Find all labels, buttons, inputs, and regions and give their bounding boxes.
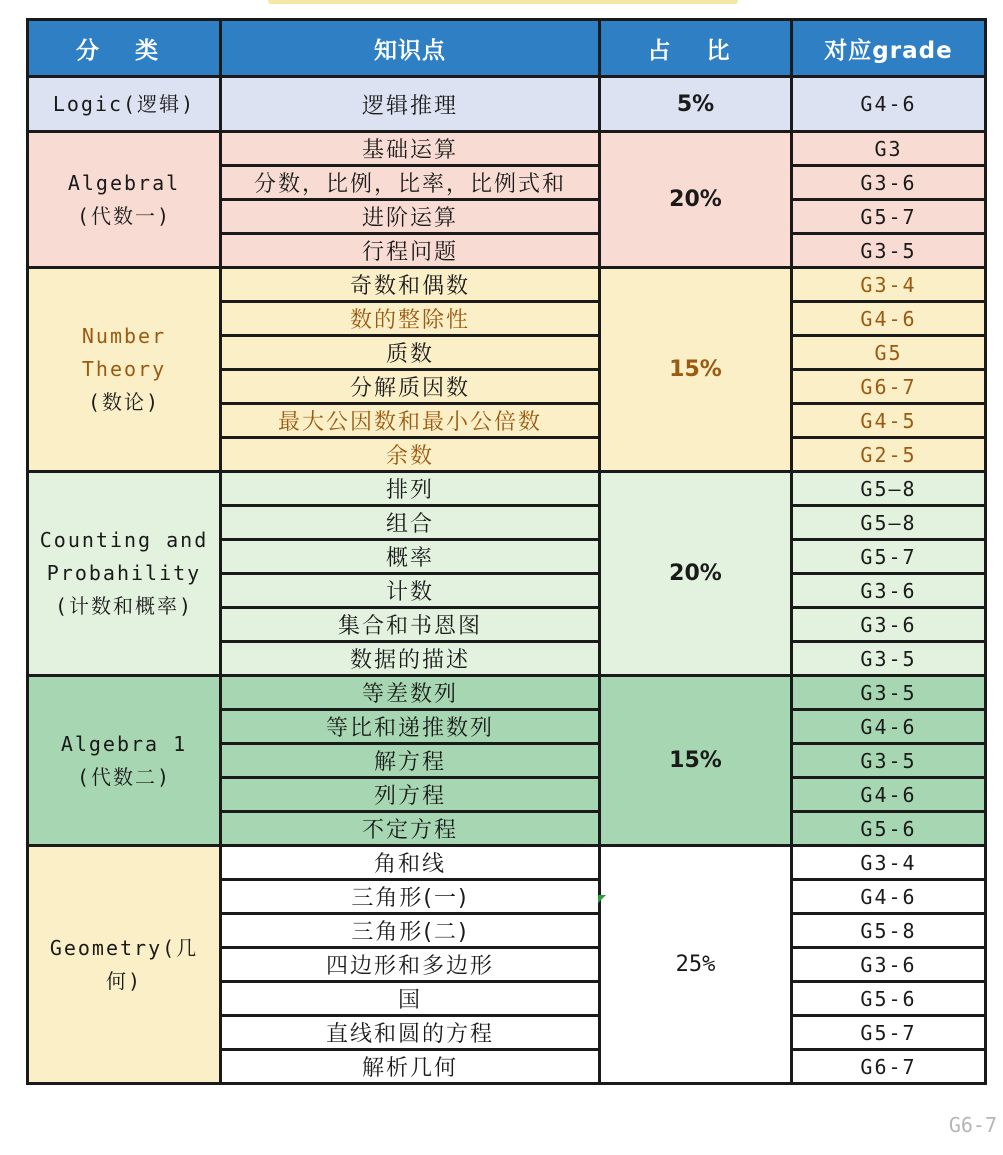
ratio-geometry: 25% — [600, 846, 792, 1084]
grade-cell: G3-5 — [792, 676, 986, 710]
table-row — [28, 268, 986, 302]
grade-cell: G5-6 — [792, 812, 986, 846]
topic-cell: 基础运算 — [221, 132, 600, 166]
grade-cell: G3-5 — [792, 744, 986, 778]
header-grade: 对应grade — [792, 20, 986, 77]
topic-cell: 概率 — [221, 540, 600, 574]
table-row — [28, 132, 986, 166]
grade-cell: G5-8 — [792, 914, 986, 948]
topic-cell: 不定方程 — [221, 812, 600, 846]
topic-cell: 数据的描述 — [221, 642, 600, 676]
grade-cell: G5-7 — [792, 1016, 986, 1050]
grade-cell: G3-6 — [792, 948, 986, 982]
ratio-algebra1: 15% — [600, 676, 792, 846]
category-line: (代数一) — [76, 203, 172, 228]
category-counting — [28, 472, 221, 676]
topic-cell: 数的整除性 — [221, 302, 600, 336]
header-ratio: 占 比 — [600, 20, 792, 77]
grade-cell: G3-5 — [792, 234, 986, 268]
topic-cell: 最大公因数和最小公倍数 — [221, 404, 600, 438]
category-line: Algebra 1 — [60, 731, 188, 756]
topic-cell: 计数 — [221, 574, 600, 608]
grade-cell: G3-6 — [792, 166, 986, 200]
topic-cell: 列方程 — [221, 778, 600, 812]
topic-cell: 组合 — [221, 506, 600, 540]
grade-cell: G3-4 — [792, 268, 986, 302]
topic-cell: 质数 — [221, 336, 600, 370]
category-line: Probahility — [46, 561, 202, 585]
watermark: G6-7 — [948, 1113, 997, 1137]
grade-cell: G6-7 — [792, 1050, 986, 1084]
table-row — [28, 472, 986, 506]
topic-cell: 四边形和多边形 — [221, 948, 600, 982]
topic-cell: 解析几何 — [221, 1050, 600, 1084]
ratio-counting: 20% — [600, 472, 792, 676]
topic-cell: 国 — [221, 982, 600, 1016]
category-line: 何) — [105, 968, 143, 993]
grade-cell: G3 — [792, 132, 986, 166]
category-geometry — [28, 846, 221, 1084]
grade-cell: G3-6 — [792, 608, 986, 642]
grade-cell: G3-5 — [792, 642, 986, 676]
category-line: (计数和概率) — [54, 594, 194, 618]
header-category: 分 类 — [28, 20, 221, 77]
ratio-algebral: 20% — [600, 132, 792, 268]
category-algebra1 — [28, 676, 221, 846]
grade-cell: G5—8 — [792, 472, 986, 506]
ratio-number-theory: 15% — [600, 268, 792, 472]
grade-cell: G4-6 — [792, 778, 986, 812]
topic-cell: 行程问题 — [221, 234, 600, 268]
grade-cell: G5 — [792, 336, 986, 370]
category-logic: Logic(逻辑) — [28, 77, 221, 132]
grade-cell: G5—8 — [792, 506, 986, 540]
header-topic: 知识点 — [221, 20, 600, 77]
category-line: Theory — [81, 357, 167, 381]
category-line: Algebral — [67, 170, 181, 195]
grade-cell: G5-7 — [792, 200, 986, 234]
table-row — [28, 846, 986, 880]
topic-cell: 角和线 — [221, 846, 600, 880]
category-line: Geometry(几 — [49, 935, 199, 960]
grade-cell: G3-4 — [792, 846, 986, 880]
topic-cell: 排列 — [221, 472, 600, 506]
cell-comment-marker — [598, 895, 606, 903]
grade-cell: G4-6 — [792, 302, 986, 336]
topic-cell: 三角形(一) — [221, 880, 600, 914]
top-strip — [268, 0, 738, 4]
category-line: Number — [81, 324, 167, 348]
topic-cell: 分数，比例，比率，比例式和 — [221, 166, 600, 200]
category-algebral — [28, 132, 221, 268]
topic-cell: 等比和递推数列 — [221, 710, 600, 744]
grade-cell: G4-6 — [792, 880, 986, 914]
math-syllabus-table — [26, 18, 987, 1085]
category-line: (数论) — [87, 390, 161, 414]
category-number-theory — [28, 268, 221, 472]
grade-cell: G2-5 — [792, 438, 986, 472]
topic-cell: 奇数和偶数 — [221, 268, 600, 302]
grade-cell: G4-6 — [792, 710, 986, 744]
topic-cell: 余数 — [221, 438, 600, 472]
header-row — [28, 20, 986, 77]
table-row — [28, 77, 986, 132]
topic-cell: 等差数列 — [221, 676, 600, 710]
topic-cell: 三角形(二) — [221, 914, 600, 948]
grade-cell: G5-7 — [792, 540, 986, 574]
topic-cell: 解方程 — [221, 744, 600, 778]
category-line: Counting and — [39, 528, 209, 552]
grade-cell: G4-5 — [792, 404, 986, 438]
topic-cell: 集合和书恩图 — [221, 608, 600, 642]
topic-cell: 直线和圆的方程 — [221, 1016, 600, 1050]
grade-cell: G6-7 — [792, 370, 986, 404]
topic-cell: 进阶运算 — [221, 200, 600, 234]
table-row — [28, 676, 986, 710]
grade-cell: G4-6 — [792, 77, 986, 132]
grade-cell: G3-6 — [792, 574, 986, 608]
topic-cell: 逻辑推理 — [221, 77, 600, 132]
ratio-logic: 5% — [600, 77, 792, 132]
category-line: (代数二) — [76, 764, 172, 789]
topic-cell: 分解质因数 — [221, 370, 600, 404]
grade-cell: G5-6 — [792, 982, 986, 1016]
